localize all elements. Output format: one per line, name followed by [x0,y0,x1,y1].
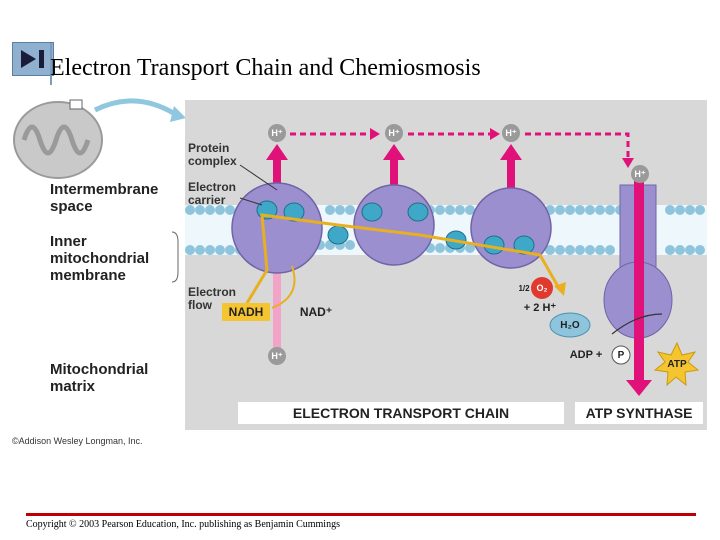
footer-rule [26,513,696,516]
h-plus-matrix: H⁺ [271,350,283,361]
atp-synthase-band: ATP SYNTHASE [575,402,703,424]
phosphate-label: P [617,349,625,361]
electron-carrier-label: Electron carrier [188,180,237,207]
h-plus-2: H⁺ [388,127,400,138]
half-label: 1/2 [518,283,530,293]
electron-flow-label: Electron flow [188,285,237,312]
two-h-plus-label: + 2 H⁺ [523,301,557,314]
h2o-label: H₂O [560,319,580,331]
atp-label: ATP [667,358,687,370]
intermembrane-space-label: Intermembrane space [50,181,159,215]
nadh-badge: NADH [222,303,270,321]
matrix-label: Mitochondrial matrix [50,361,149,395]
nad-plus-label: NAD⁺ [299,305,333,319]
etc-band: ELECTRON TRANSPORT CHAIN [238,402,564,424]
h-plus-4: H⁺ [634,168,646,179]
o2-label: O₂ [536,283,548,293]
mitochondrion-icon [14,100,186,178]
h-plus-1: H⁺ [271,127,283,138]
copyright-text: Copyright © 2003 Pearson Education, Inc. publishing as Benjamin Cummings [26,519,340,530]
h-plus-3: H⁺ [505,127,517,138]
inner-membrane-label: Inner mitochondrial membrane [50,233,150,284]
protein-complexes [232,183,551,273]
adp-label: ADP + [569,349,603,361]
slide-title: Electron Transport Chain and Chemiosmosis [50,55,481,81]
image-credit: ©Addison Wesley Longman, Inc. [12,436,143,446]
protein-complex-label: Protein complex [188,141,237,168]
